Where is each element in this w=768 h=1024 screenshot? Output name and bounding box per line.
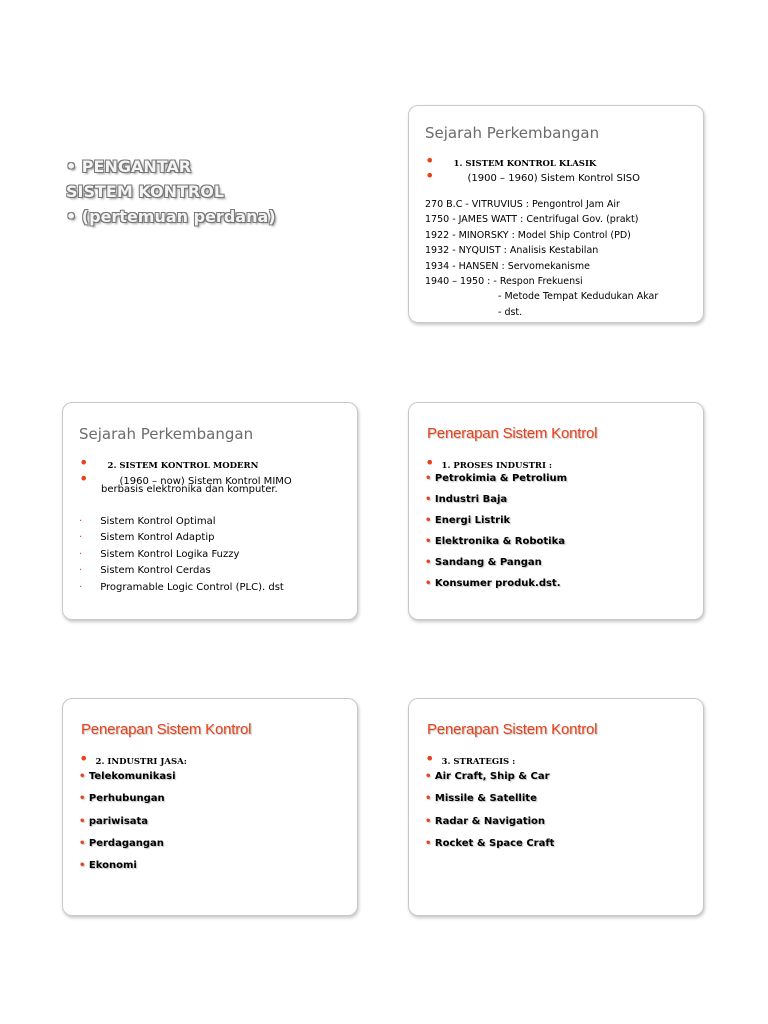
bullet-icon: • (79, 860, 86, 871)
heading-text: 2. SISTEM KONTROL MODERN (107, 461, 259, 471)
list-item: · Sistem Kontrol Cerdas (79, 565, 211, 576)
dot-icon: · (79, 582, 83, 593)
list-item: • Sandang & Pangan (425, 557, 542, 568)
bullet-heading (425, 453, 552, 472)
bullet-icon: • (425, 578, 432, 589)
subitem-text: (1960 – now) Sistem Kontrol MIMO (119, 476, 292, 487)
list-item: • Perdagangan (79, 838, 164, 849)
bullet-icon: • (79, 749, 89, 768)
dot-icon: · (79, 565, 83, 576)
dot-icon: · (79, 532, 83, 543)
history-line: 1934 - HANSEN : Servomekanisme (425, 261, 590, 272)
list-item: • Petrokimia & Petrolium (425, 473, 568, 484)
history-line: 1750 - JAMES WATT : Centrifugal Gov. (prakt) (425, 214, 639, 225)
slide-title: Penerapan Sistem Kontrol (81, 721, 252, 738)
history-line: 1940 – 1950 : - Respon Frekuensi (425, 276, 583, 287)
bullet-icon: • (79, 816, 86, 827)
bullet-icon: • (425, 749, 435, 768)
bullet-icon: • (425, 771, 432, 782)
bullet-icon: • (425, 816, 432, 827)
list-item: • Elektronika & Robotika (425, 536, 565, 547)
list-item: • Energi Listrik (425, 515, 511, 526)
list-item: • Rocket & Space Craft (425, 838, 555, 849)
slide-penerapan-industri (408, 402, 704, 620)
list-item: • Radar & Navigation (425, 816, 546, 827)
cover-line-1: • PENGANTAR (66, 157, 192, 176)
history-line: 1932 - NYQUIST : Analisis Kestabilan (425, 245, 599, 256)
history-line: - Metode Tempat Kedudukan Akar (498, 291, 659, 302)
subitem-text: (1900 – 1960) Sistem Kontrol SISO (467, 173, 641, 184)
cover-line-3: • (pertemuan perdana) (66, 207, 276, 226)
list-item: • Industri Baja (425, 494, 508, 505)
list-item: • Air Craft, Ship & Car (425, 771, 550, 782)
history-line: 1922 - MINORSKY : Model Ship Control (PD) (425, 230, 631, 241)
list-item: • Missile & Satellite (425, 793, 537, 804)
bullet-icon: • (79, 453, 89, 472)
slide-penerapan-jasa (62, 698, 358, 916)
slide-title: Penerapan Sistem Kontrol (427, 425, 598, 442)
bullet-icon: • (79, 469, 89, 488)
list-item: • pariwisata (79, 816, 149, 827)
dot-icon: · (79, 549, 83, 560)
bullet-icon: • (425, 151, 435, 170)
list-item: • Telekomunikasi (79, 771, 176, 782)
list-item: • Perhubungan (79, 793, 165, 804)
bullet-heading (425, 749, 515, 768)
bullet-icon: • (79, 793, 86, 804)
list-item: · Sistem Kontrol Adaptip (79, 532, 215, 543)
slide-title: Sejarah Perkembangan (425, 124, 600, 142)
bullet-heading (79, 749, 187, 768)
heading-text: 2. INDUSTRI JASA: (95, 757, 187, 767)
heading-text: 3. STRATEGIS : (441, 757, 516, 767)
bullet-icon: • (425, 473, 432, 484)
bullet-icon: • (79, 771, 86, 782)
cover-title (66, 154, 276, 229)
slide-sejarah-klasik (408, 105, 704, 323)
bullet-icon: • (425, 494, 432, 505)
bullet-icon: • (425, 838, 432, 849)
history-line: 270 B.C - VITRUVIUS : Pengontrol Jam Air (425, 199, 620, 210)
bullet-subitem (425, 166, 640, 185)
list-item: • Ekonomi (79, 860, 137, 871)
bullet-icon: • (425, 557, 432, 568)
dot-icon: · (79, 516, 83, 527)
bullet-icon: • (425, 793, 432, 804)
list-item: · Sistem Kontrol Logika Fuzzy (79, 549, 240, 560)
bullet-icon: • (425, 453, 435, 472)
cover-line-2: SISTEM KONTROL (66, 182, 225, 201)
heading-text: 1. PROSES INDUSTRI : (441, 461, 553, 471)
list-item: · Sistem Kontrol Optimal (79, 516, 216, 527)
bullet-icon: • (79, 838, 86, 849)
bullet-icon: • (425, 515, 432, 526)
heading-text: 1. SISTEM KONTROL KLASIK (453, 159, 597, 169)
list-item: • Konsumer produk.dst. (425, 578, 561, 589)
slide-title: Sejarah Perkembangan (79, 425, 254, 443)
bullet-icon: • (425, 536, 432, 547)
bullet-icon: • (425, 166, 435, 185)
history-line: - dst. (498, 307, 523, 318)
subitem-text-cont: berbasis elektronika dan komputer. (101, 484, 278, 495)
slide-title: Penerapan Sistem Kontrol (427, 721, 598, 738)
list-item: · Programable Logic Control (PLC). dst (79, 582, 284, 593)
slide-penerapan-strategis (408, 698, 704, 916)
slide-sejarah-modern (62, 402, 358, 620)
